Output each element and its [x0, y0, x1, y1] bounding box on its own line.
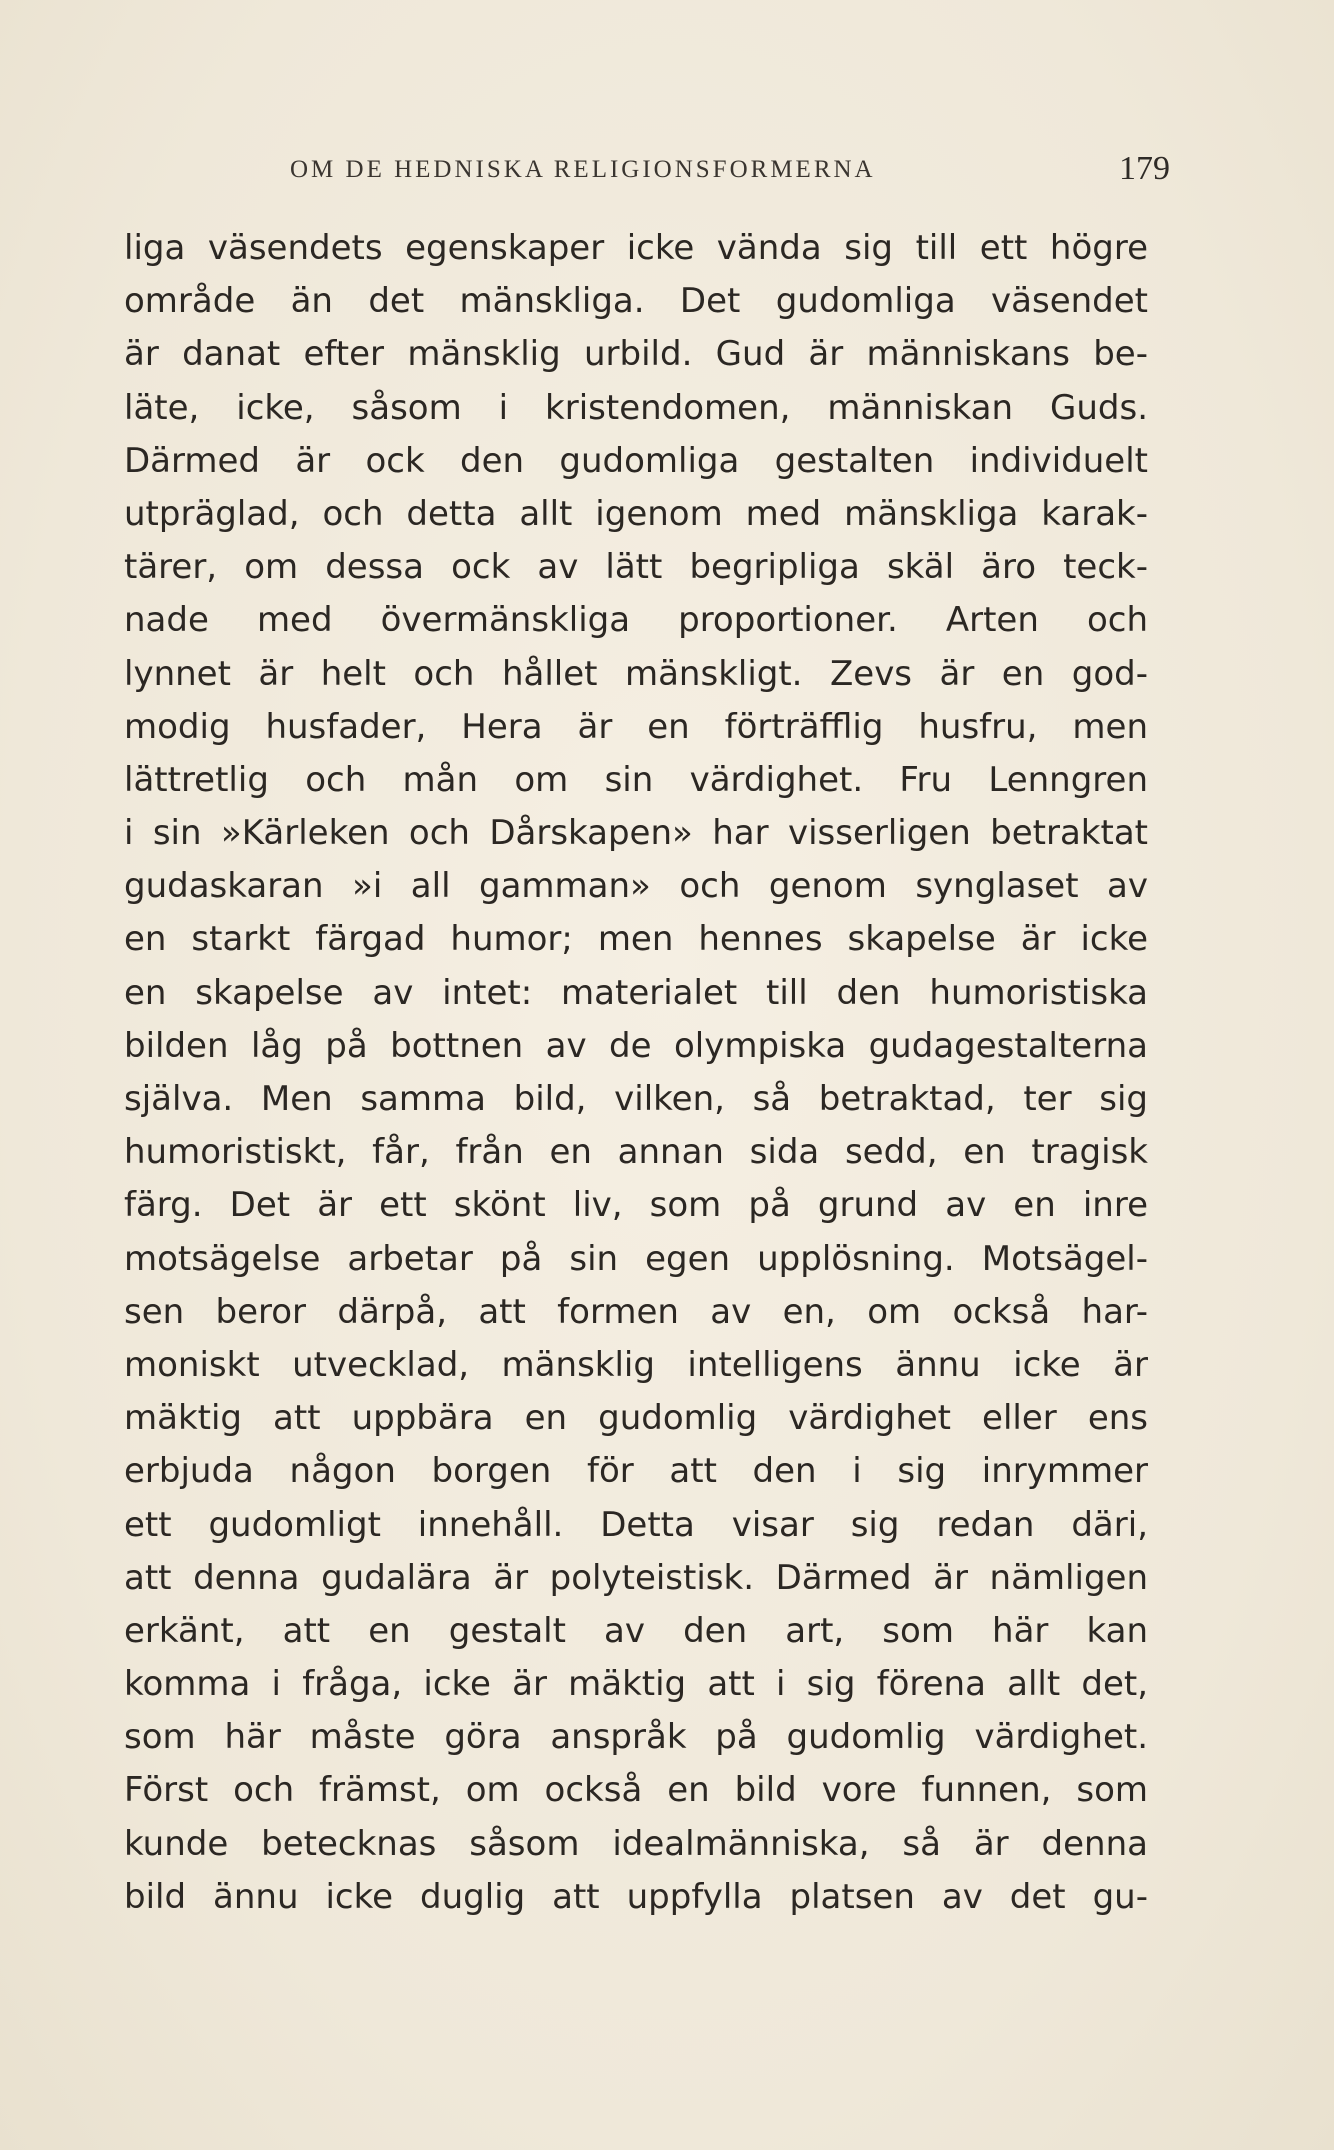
text-line: nade med övermänskliga proportioner. Arten och: [124, 600, 1148, 641]
text-line: erbjuda någon borgen för att den i sig inrymmer: [124, 1451, 1148, 1492]
text-line: område än det mänskliga. Det gudomliga väsendet: [124, 281, 1148, 322]
text-line: humoristiskt, får, från en annan sida sedd, en tragisk: [124, 1132, 1148, 1173]
text-line: moniskt utvecklad, mänsklig intelligens ännu icke är: [124, 1344, 1148, 1385]
text-line: kunde betecknas såsom idealmänniska, så är denna: [124, 1823, 1148, 1864]
text-line: erkänt, att en gestalt av den art, som här kan: [124, 1610, 1148, 1651]
page-header: [120, 150, 1170, 190]
page-number: 179: [1119, 150, 1170, 187]
text-line: motsägelse arbetar på sin egen upplösning. Motsägel-: [124, 1238, 1148, 1279]
text-line: gudaskaran »i all gamman» och genom synglaset av: [124, 866, 1148, 907]
text-line: liga väsendets egenskaper icke vända sig till ett högre: [124, 228, 1148, 268]
text-line: komma i fråga, icke är mäktig att i sig förena allt det,: [124, 1664, 1148, 1705]
text-line: läte, icke, såsom i kristendomen, människan Guds.: [124, 387, 1148, 428]
text-line: Först och främst, om också en bild vore funnen, som: [124, 1770, 1148, 1811]
text-line: lynnet är helt och hållet mänskligt. Zevs är en god-: [124, 653, 1148, 694]
body-text: [124, 222, 1148, 1924]
text-line: mäktig att uppbära en gudomlig värdighet eller ens: [124, 1398, 1148, 1439]
text-line: som här måste göra anspråk på gudomlig värdighet.: [124, 1717, 1148, 1758]
text-line: ett gudomligt innehåll. Detta visar sig redan däri,: [124, 1504, 1148, 1545]
text-line: en skapelse av intet: materialet till den humoristiska: [124, 972, 1148, 1013]
text-line: färg. Det är ett skönt liv, som på grund av en inre: [124, 1185, 1148, 1226]
text-line: modig husfader, Hera är en förträfflig husfru, men: [124, 706, 1148, 747]
text-line: lättretlig och mån om sin värdighet. Fru Lenngren: [124, 759, 1148, 800]
text-line: i sin »Kärleken och Dårskapen» har visserligen betraktat: [124, 813, 1148, 854]
text-line: sen beror därpå, att formen av en, om också har-: [124, 1291, 1148, 1332]
text-line: utpräglad, och detta allt igenom med mänskliga karak-: [124, 493, 1148, 534]
running-head: OM DE HEDNISKA RELIGIONSFORMERNA: [290, 156, 876, 183]
text-line: Därmed är ock den gudomliga gestalten individuelt: [124, 440, 1148, 481]
text-line: en starkt färgad humor; men hennes skapelse är icke: [124, 919, 1148, 960]
text-line: tärer, om dessa ock av lätt begripliga skäl äro teck-: [124, 547, 1148, 588]
text-line: bilden låg på bottnen av de olympiska gudagestalterna: [124, 1025, 1148, 1066]
text-line: bild ännu icke duglig att uppfylla platsen av det gu-: [124, 1876, 1148, 1917]
text-line: att denna gudalära är polyteistisk. Därmed är nämligen: [124, 1557, 1148, 1598]
text-line: är danat efter mänsklig urbild. Gud är människans be-: [124, 334, 1148, 375]
text-line: själva. Men samma bild, vilken, så betraktad, ter sig: [124, 1079, 1148, 1119]
